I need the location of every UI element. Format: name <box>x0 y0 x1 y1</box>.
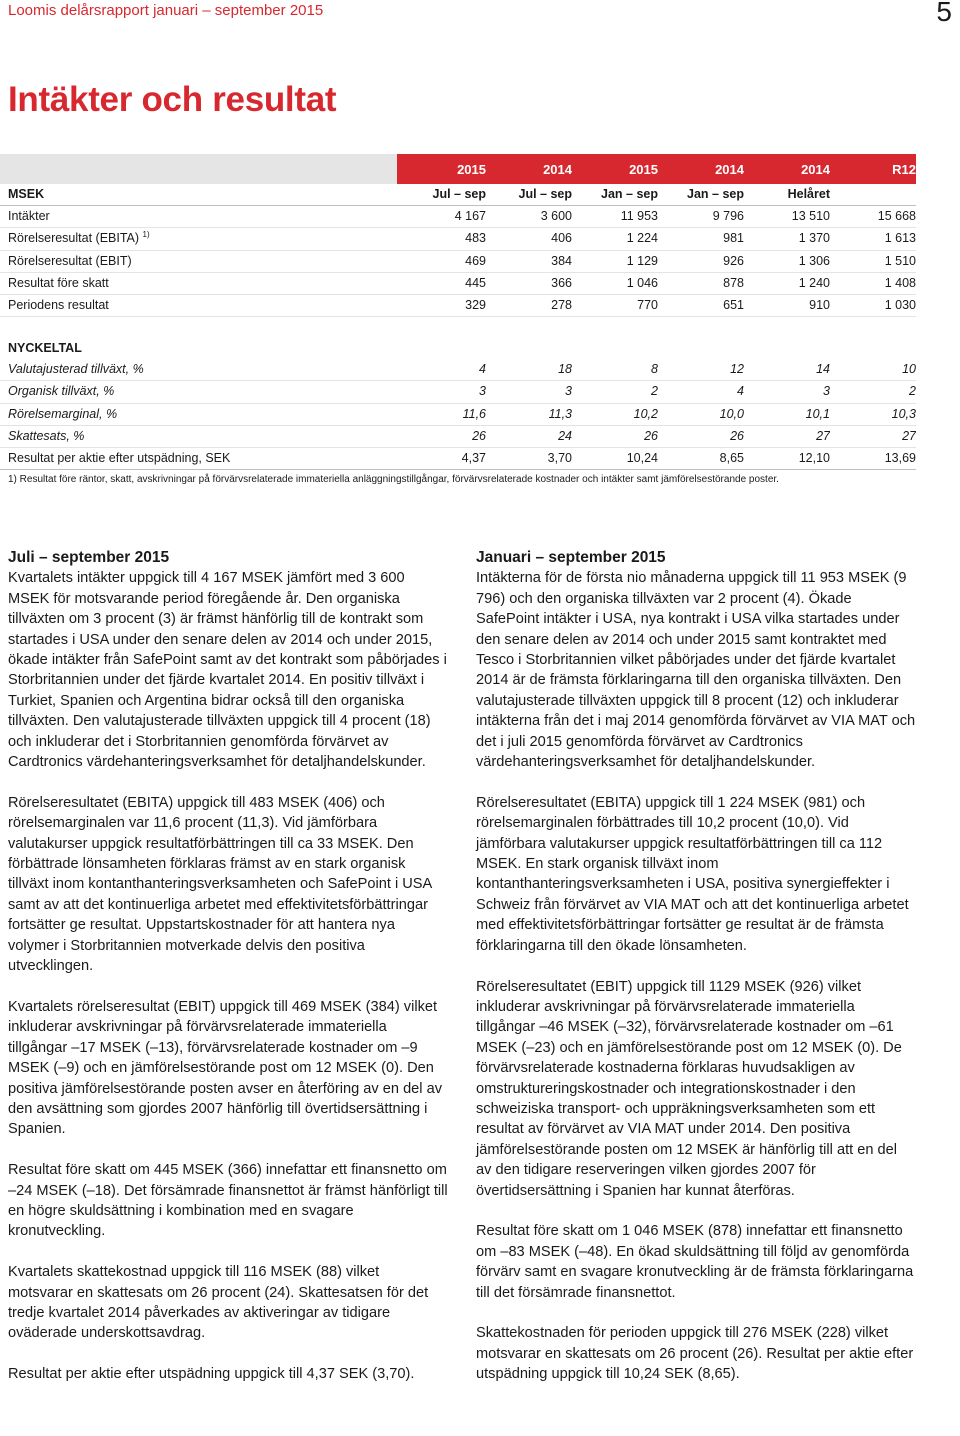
table-cell: 1 510 <box>830 250 916 272</box>
table-cell: 1 306 <box>744 250 830 272</box>
table-row <box>0 272 916 294</box>
period-cell: Jul – sep <box>400 184 486 206</box>
table-cell: 8,65 <box>658 447 744 469</box>
period-header-row <box>0 184 916 206</box>
year-header-cell: 2014 <box>744 154 830 184</box>
year-header-cell: 2014 <box>486 154 572 184</box>
table-cell: 8 <box>572 359 658 381</box>
report-running-header: Loomis delårsrapport januari – september 2015 <box>8 2 324 19</box>
table-cell: 10 <box>830 359 916 381</box>
table-cell: 1 046 <box>572 272 658 294</box>
page-number: 5 <box>936 0 952 27</box>
paragraph: Kvartalets intäkter uppgick till 4 167 MSEK jämfört med 3 600 MSEK för motsvarande period föregående år. Den organiska tillväxten om 3 procent (3) är främst hänförlig till de kontrakt som startades i USA under den senare delen av 2014 och under 2015, ökade intäkter från SafePoint samt av det kontrakt som påbörjades i Storbritannien under det fjärde kvartalet 2014. En positiv tillväxt i Turkiet, Spanien och Argentina bidrar också till den organiska tillväxten. Den valutajusterade tillväxten uppgick till 4 procent (18) och inkluderar det i Storbritannien genomförda förvärvet av Cardtronics värdehanteringsverksamhet för detaljhandelskunder. <box>8 570 447 771</box>
table-cell: 1 408 <box>830 272 916 294</box>
paragraph: Resultat före skatt om 445 MSEK (366) innefattar ett finansnetto om –24 MSEK (–18). Det försämrade finansnettot är främst hänförligt till en högre skuldsättning i kombination med en svagare kronutveckling. <box>8 1162 448 1240</box>
paragraph: Rörelseresultatet (EBIT) uppgick till 1129 MSEK (926) vilket inkluderar avskrivningar på förvärvsrelaterade immateriella tillgångar –46 MSEK (–32), förvärvsrelaterade kostnader om –61 MSEK (–23) och en jämförelsestörande post om 12 MSEK (0). De förvärvsrelaterade kostnaderna förklaras huvudsakligen av omstruktureringskostnader och integrationskostnader i den schweiziska transport- och uppräkningsverksamheten som ett resultat av förvärvet av VIA MAT under 2014. Den positiva jämförelsestörande posten om 12 MSEK är hänförlig till att en del av den tidigare reserveringen vilken gjordes 2007 för övertidsersättning i Spanien har kunnat återföras. <box>476 978 902 1199</box>
section-label: NYCKELTAL <box>8 341 82 356</box>
row-label: Rörelseresultat (EBITA) $^{1)}$ <box>0 228 400 250</box>
year-header-row <box>0 154 916 184</box>
table-cell: 1 240 <box>744 272 830 294</box>
table-cell: 26 <box>400 425 486 447</box>
unit-label: MSEK <box>0 184 400 206</box>
table-cell: 926 <box>658 250 744 272</box>
table-cell: 13 510 <box>744 206 830 228</box>
row-label: Rörelsemarginal, % <box>0 403 400 425</box>
table-cell: 27 <box>744 425 830 447</box>
table-cell: 11 953 <box>572 206 658 228</box>
row-label: Rörelseresultat (EBIT) <box>0 250 400 272</box>
kpi-row <box>0 381 916 403</box>
paragraph: Rörelseresultatet (EBITA) uppgick till 483 MSEK (406) och rörelsemarginalen var 11,6 procent (11,3). Vid jämförbara valutakurser uppgick resultatförbättringen till ca 33 MSEK. Den förbättrade lönsamheten förklaras främst av en stark organisk tillväxt inom kontanthanteringsverksamheten och SafePoint i USA samt av att det kontinuerliga arbetet med effektivitetsförbättringar fortsätter ge resultat. Uppstartskostnader för att hantera nya volymer i Storbritannien motverkade delvis den positiva utvecklingen. <box>8 794 432 975</box>
left-text-column <box>8 544 448 1405</box>
table-cell: 10,0 <box>658 403 744 425</box>
right-text-column <box>476 544 916 1405</box>
table-cell: 10,3 <box>830 403 916 425</box>
row-label: Intäkter <box>0 206 400 228</box>
table-cell: 2 <box>830 381 916 403</box>
table-cell: 4 <box>400 359 486 381</box>
eps-row <box>0 447 916 469</box>
row-label: Valutajusterad tillväxt, % <box>0 359 400 381</box>
table-cell: 1 129 <box>572 250 658 272</box>
row-label: Resultat före skatt <box>0 272 400 294</box>
table-cell: 15 668 <box>830 206 916 228</box>
table-cell: 3 <box>486 381 572 403</box>
period-cell: Helåret <box>744 184 830 206</box>
kpi-row <box>0 403 916 425</box>
paragraph: Kvartalets skattekostnad uppgick till 116 MSEK (88) vilket motsvarar en skattesats om 26 procent (24). Skattesatsen för det tredje kvartalet 2014 påverkades av aktiveringar av tidigare oväderade underskottsavdrag. <box>8 1264 429 1342</box>
table-cell: 878 <box>658 272 744 294</box>
table-cell: 11,6 <box>400 403 486 425</box>
table-cell: 910 <box>744 294 830 316</box>
table-cell: 11,3 <box>486 403 572 425</box>
section-header-row <box>0 317 916 360</box>
footnote-marker: 1) <box>142 230 150 240</box>
paragraph: Skattekostnaden för perioden uppgick till 276 MSEK (228) vilket motsvarar en skattesats om 26 procent (26). Resultat per aktie efter utspädning uppgick till 10,24 SEK (8,65). <box>476 1325 914 1383</box>
table-row <box>0 250 916 272</box>
table-cell: 329 <box>400 294 486 316</box>
section-heading: Januari – september 2015 <box>476 549 666 566</box>
row-label: Resultat per aktie efter utspädning, SEK <box>0 447 400 469</box>
table-cell: 12 <box>658 359 744 381</box>
table-cell: 18 <box>486 359 572 381</box>
income-table <box>0 154 916 470</box>
paragraph: Resultat före skatt om 1 046 MSEK (878) innefattar ett finansnetto om –83 MSEK (–48). En ökad skuldsättning till följd av genomförda förvärv samt en svagare kronutveckling är de främsta förklaringarna till det försämrade finansnettot. <box>476 1223 914 1301</box>
year-header-cell: 2015 <box>400 154 486 184</box>
year-header-cell: 2014 <box>658 154 744 184</box>
table-cell: 483 <box>400 228 486 250</box>
table-cell: 1 613 <box>830 228 916 250</box>
paragraph: Kvartalets rörelseresultat (EBIT) uppgick till 469 MSEK (384) vilket inkluderar avskrivningar på förvärvsrelaterade immateriella tillgångar –17 MSEK (–13), förvärvsrelaterade kostnader om –9 MSEK (–9) och en jämförelsestörande post om 12 MSEK (0). Den positiva jämförelsestörande posten avser en återföring av en del av den avsättning som gjordes 2007 hänförlig till övertidsersättning i Spanien. <box>8 998 443 1138</box>
table-cell: 10,24 <box>572 447 658 469</box>
kpi-row <box>0 359 916 381</box>
table-cell: 1 030 <box>830 294 916 316</box>
paragraph: Intäkterna för de första nio månaderna uppgick till 11 953 MSEK (9 796) och den organiska tillväxten var 2 procent (4). Ökade SafePoint intäkter i USA, nya kontrakt i USA vilka startades under den senare delen av 2014 och under 2015 samt kontraktet med Tesco i Storbritannien vilket påbörjades under det fjärde kvartalet 2014 är de främsta förklaringarna till den organiska tillväxten. Den valutajusterade tillväxten uppgick till 8 procent (12) och inkluderar intäkterna från det i maj 2014 genomförda förvärvet av VIA MAT och det i juli 2015 genomförda förvärvet av Cardtronics värdehanteringsverksamhet för detaljhandelskunder. <box>476 570 916 771</box>
table-cell: 770 <box>572 294 658 316</box>
table-cell: 26 <box>658 425 744 447</box>
table-cell: 469 <box>400 250 486 272</box>
period-cell: Jan – sep <box>658 184 744 206</box>
table-cell: 3 <box>744 381 830 403</box>
table-cell: 1 224 <box>572 228 658 250</box>
table-row <box>0 228 916 250</box>
section-heading: Juli – september 2015 <box>8 549 170 566</box>
table-cell: 4 167 <box>400 206 486 228</box>
table-cell: 27 <box>830 425 916 447</box>
period-cell: Jan – sep <box>572 184 658 206</box>
table-cell: 26 <box>572 425 658 447</box>
period-cell: Jul – sep <box>486 184 572 206</box>
row-label: Periodens resultat <box>0 294 400 316</box>
table-cell: 384 <box>486 250 572 272</box>
table-cell: 2 <box>572 381 658 403</box>
period-cell <box>830 184 916 206</box>
table-cell: 4 <box>658 381 744 403</box>
kpi-row <box>0 425 916 447</box>
year-header-cell: 2015 <box>572 154 658 184</box>
table-footnote: 1) Resultat före räntor, skatt, avskrivningar på förvärvsrelaterade immateriella anläggningstillgångar, förvärvsrelaterade kostnader och intäkter samt jämförelsestörande poster. <box>8 474 779 485</box>
table-cell: 406 <box>486 228 572 250</box>
table-cell: 1 370 <box>744 228 830 250</box>
year-header-label <box>0 154 400 184</box>
paragraph: Rörelseresultatet (EBITA) uppgick till 1 224 MSEK (981) och rörelsemarginalen förbättrades till 10,2 procent (10,0). Vid jämförbara valutakurser uppgick resultatförbättringen till ca 112 MSEK. En stark organisk tillväxt inom kontanthanteringsverksamheten i USA, positiva synergieffekter i Schweiz från förvärvet av VIA MAT och att det kontinuerliga arbetet med effektivitetsförbättringar fortsätter ge resultat är de främsta förklaringarna till den ökade lönsamheten. <box>476 794 909 954</box>
table-cell: 278 <box>486 294 572 316</box>
table-cell: 24 <box>486 425 572 447</box>
year-header-cell: R12 <box>830 154 916 184</box>
table-cell: 3,70 <box>486 447 572 469</box>
table-cell: 981 <box>658 228 744 250</box>
row-label: Skattesats, % <box>0 425 400 447</box>
table-cell: 3 600 <box>486 206 572 228</box>
table-cell: 3 <box>400 381 486 403</box>
table-cell: 13,69 <box>830 447 916 469</box>
table-cell: 4,37 <box>400 447 486 469</box>
row-label: Organisk tillväxt, % <box>0 381 400 403</box>
table-cell: 9 796 <box>658 206 744 228</box>
table-cell: 10,2 <box>572 403 658 425</box>
table-cell: 366 <box>486 272 572 294</box>
paragraph: Resultat per aktie efter utspädning uppgick till 4,37 SEK (3,70). <box>8 1366 415 1383</box>
table-cell: 14 <box>744 359 830 381</box>
table-cell: 12,10 <box>744 447 830 469</box>
table-cell: 10,1 <box>744 403 830 425</box>
table-row <box>0 206 916 228</box>
table-cell: 651 <box>658 294 744 316</box>
page-title: Intäkter och resultat <box>8 80 337 119</box>
table-row <box>0 294 916 316</box>
table-cell: 445 <box>400 272 486 294</box>
